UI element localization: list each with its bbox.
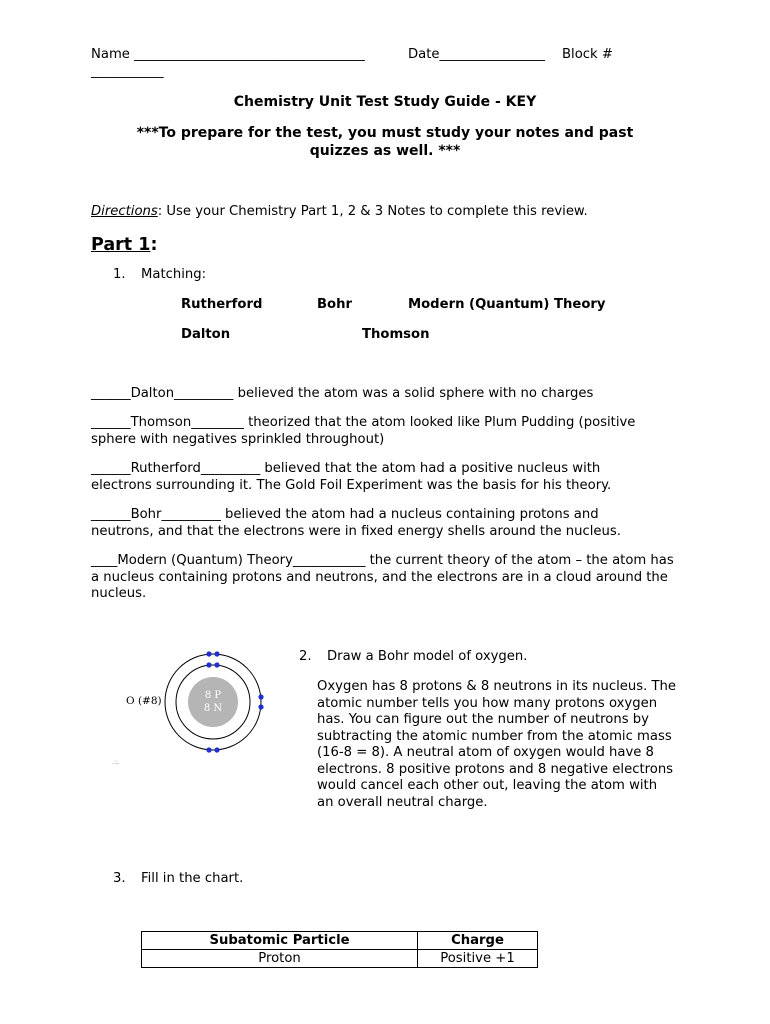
electron <box>206 747 211 752</box>
date-line: Date________________ <box>408 47 546 62</box>
q2-number: 2. <box>299 649 312 664</box>
bohr-model-diagram <box>110 648 280 768</box>
part-1-colon: : <box>150 235 158 255</box>
column-header-charge: Charge <box>418 932 538 950</box>
q2-label: Draw a Bohr model of oxygen. <box>327 649 528 664</box>
part-1-label: Part 1 <box>91 235 151 255</box>
bank-modern-theory: Modern (Quantum) Theory <box>408 297 606 312</box>
electron <box>258 704 263 709</box>
name-line: Name ___________________________________ <box>91 47 365 62</box>
element-label: O (#8) <box>126 695 162 707</box>
page-title: Chemistry Unit Test Study Guide - KEY <box>233 94 537 110</box>
q3-label: Fill in the chart. <box>141 871 244 886</box>
directions-label: Directions <box>91 204 158 219</box>
electron <box>258 694 263 699</box>
table-row <box>142 950 538 968</box>
electron <box>206 662 211 667</box>
nucleus-protons: 8 P <box>204 690 222 701</box>
directions-text: : Use your Chemistry Part 1, 2 & 3 Notes to complete this review. <box>157 204 588 219</box>
q1-number: 1. <box>113 267 126 282</box>
column-header-particle: Subatomic Particle <box>142 932 418 950</box>
electron <box>214 662 219 667</box>
directions <box>91 204 588 219</box>
q2-answer: Oxygen has 8 protons & 8 neutrons in its nucleus. The atomic number tells you how many protons oxygen has. You can figure out the number of neutrons by subtracting the atomic number from the atomic mass (16-8 = 8). A neutral atom of oxygen would have 8 electrons. 8 positive protons and 8 negative electrons would cancel each other out, leaving the atom with an overall neutral charge. <box>317 679 677 810</box>
bank-thomson: Thomson <box>362 327 430 342</box>
bank-bohr: Bohr <box>317 297 353 312</box>
part-1-heading <box>91 235 157 255</box>
block-blank: ___________ <box>91 64 164 79</box>
cell-charge: Positive +1 <box>418 950 538 968</box>
answer-dalton: ______Dalton_________ believed the atom was a solid sphere with no charges <box>91 386 594 401</box>
q3-number: 3. <box>113 871 126 886</box>
answer-bohr: ______Bohr_________ believed the atom had a nucleus containing protons and neutrons, and that the electrons were in fixed energy shells around the nucleus. <box>91 507 621 539</box>
answer-rutherford: ______Rutherford_________ believed that the atom had a positive nucleus with electrons surrounding it. The Gold Foil Experiment was the basis for his theory. <box>91 461 612 493</box>
table-header-row <box>142 932 538 950</box>
nucleus <box>188 677 238 727</box>
electron <box>206 651 211 656</box>
electron <box>214 747 219 752</box>
bank-dalton: Dalton <box>181 327 231 342</box>
nucleus-neutrons: 8 N <box>203 703 223 714</box>
block-line: Block # <box>562 47 613 62</box>
answer-thomson: ______Thomson________ theorized that the atom looked like Plum Pudding (positive sphere with negatives sprinkled throughout) <box>91 415 636 447</box>
bank-rutherford: Rutherford <box>181 297 263 312</box>
diagram-mark: .:;. <box>112 759 120 766</box>
cell-particle: Proton <box>142 950 418 968</box>
q1-label: Matching: <box>141 267 207 282</box>
electron <box>214 651 219 656</box>
subatomic-particle-table <box>141 931 538 968</box>
page-subtitle: ***To prepare for the test, you must study your notes and past quizzes as well. *** <box>136 125 634 159</box>
answer-modern: ____Modern (Quantum) Theory___________ the current theory of the atom – the atom has a nucleus containing protons and neutrons, and the electrons are in a cloud around the nucleus. <box>91 553 674 601</box>
